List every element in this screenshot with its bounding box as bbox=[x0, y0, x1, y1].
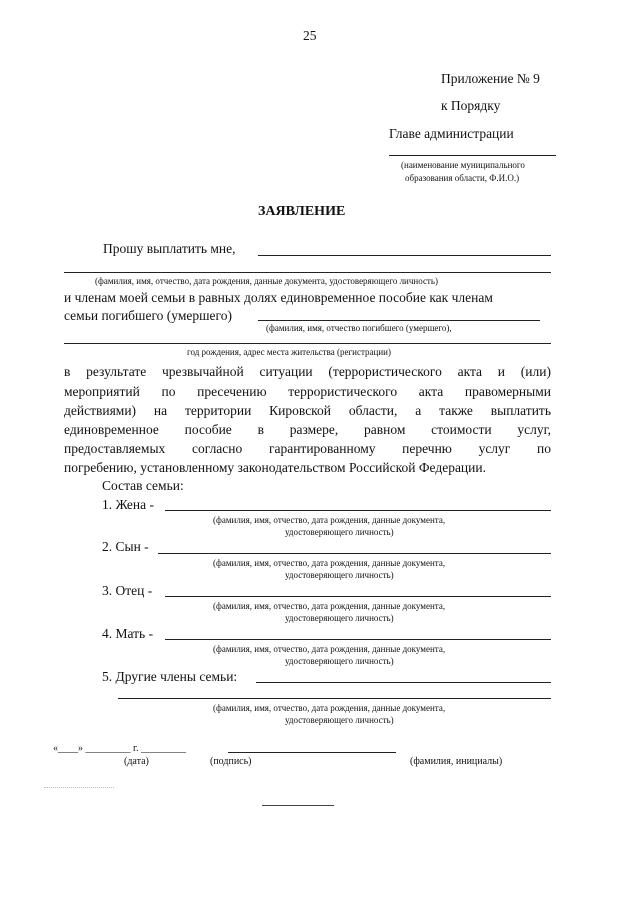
member-hint: удостоверяющего личность) bbox=[285, 570, 394, 580]
member-line bbox=[165, 510, 551, 511]
deceased-details-line bbox=[64, 343, 551, 344]
appendix-label: Приложение № 9 bbox=[441, 71, 540, 86]
member-hint: (фамилия, имя, отчество, дата рождения, данные документа, bbox=[213, 558, 446, 568]
document-title: ЗАЯВЛЕНИЕ bbox=[258, 204, 346, 219]
addressee-line bbox=[389, 155, 556, 156]
member-hint: удостоверяющего личность) bbox=[285, 527, 394, 537]
addressee-hint: образования области, Ф.И.О.) bbox=[405, 173, 520, 183]
member-hint: (фамилия, имя, отчество, дата рождения, данные документа, bbox=[213, 515, 446, 525]
addressee-hint: (наименование муниципального bbox=[401, 160, 525, 170]
addressee-label: Главе администрации bbox=[389, 126, 514, 141]
family-text: семьи погибшего (умершего) bbox=[64, 308, 232, 323]
body-text: действиями) на территории Кировской области, а также выплатить bbox=[64, 403, 551, 418]
member-line bbox=[118, 698, 551, 699]
scan-artifact bbox=[44, 787, 114, 788]
member-hint: (фамилия, имя, отчество, дата рождения, данные документа, bbox=[213, 644, 446, 654]
member-line bbox=[256, 682, 551, 683]
order-reference: к Порядку bbox=[441, 98, 501, 113]
family-text: и членам моей семьи в равных долях единовременное пособие как членам bbox=[64, 290, 493, 305]
body-text: единовременное пособие в размере, равном стоимости услуг, bbox=[64, 422, 551, 437]
member-label: 2. Сын - bbox=[102, 539, 149, 554]
member-line bbox=[165, 596, 551, 597]
applicant-name-line bbox=[258, 255, 551, 256]
body-text: мероприятий по пресечению террористического акта правомерными bbox=[64, 384, 551, 399]
member-label: 5. Другие члены семьи: bbox=[102, 669, 238, 684]
member-line bbox=[158, 553, 551, 554]
date-field: «____» _________ г. _________ bbox=[53, 743, 186, 754]
name-line bbox=[228, 752, 396, 753]
footer-rule bbox=[262, 805, 334, 806]
member-hint: удостоверяющего личность) bbox=[285, 715, 394, 725]
deceased-hint: (фамилия, имя, отчество погибшего (умершего), bbox=[266, 323, 452, 333]
date-label: (дата) bbox=[124, 756, 149, 767]
member-label: 4. Мать - bbox=[102, 626, 154, 641]
member-hint: удостоверяющего личность) bbox=[285, 613, 394, 623]
name-label: (фамилия, инициалы) bbox=[410, 756, 503, 767]
applicant-hint: (фамилия, имя, отчество, дата рождения, данные документа, удостоверяющего личность) bbox=[95, 276, 438, 286]
request-text: Прошу выплатить мне, bbox=[103, 241, 236, 256]
body-text: предоставляемых согласно гарантированному перечню услуг по bbox=[64, 441, 551, 456]
page-number: 25 bbox=[303, 28, 317, 43]
member-hint: (фамилия, имя, отчество, дата рождения, данные документа, bbox=[213, 703, 446, 713]
member-label: 3. Отец - bbox=[102, 583, 153, 598]
signature-label: (подпись) bbox=[210, 756, 252, 767]
deceased-hint: год рождения, адрес места жительства (регистрации) bbox=[187, 347, 391, 357]
family-heading: Состав семьи: bbox=[102, 478, 184, 493]
body-text: в результате чрезвычайной ситуации (террористического акта и (или) bbox=[64, 364, 551, 379]
applicant-details-line bbox=[64, 272, 551, 273]
member-hint: (фамилия, имя, отчество, дата рождения, данные документа, bbox=[213, 601, 446, 611]
body-text: погребению, установленному законодательством Российской Федерации. bbox=[64, 460, 486, 475]
deceased-name-line bbox=[258, 320, 540, 321]
member-label: 1. Жена - bbox=[102, 497, 154, 512]
member-line bbox=[165, 639, 551, 640]
member-hint: удостоверяющего личность) bbox=[285, 656, 394, 666]
